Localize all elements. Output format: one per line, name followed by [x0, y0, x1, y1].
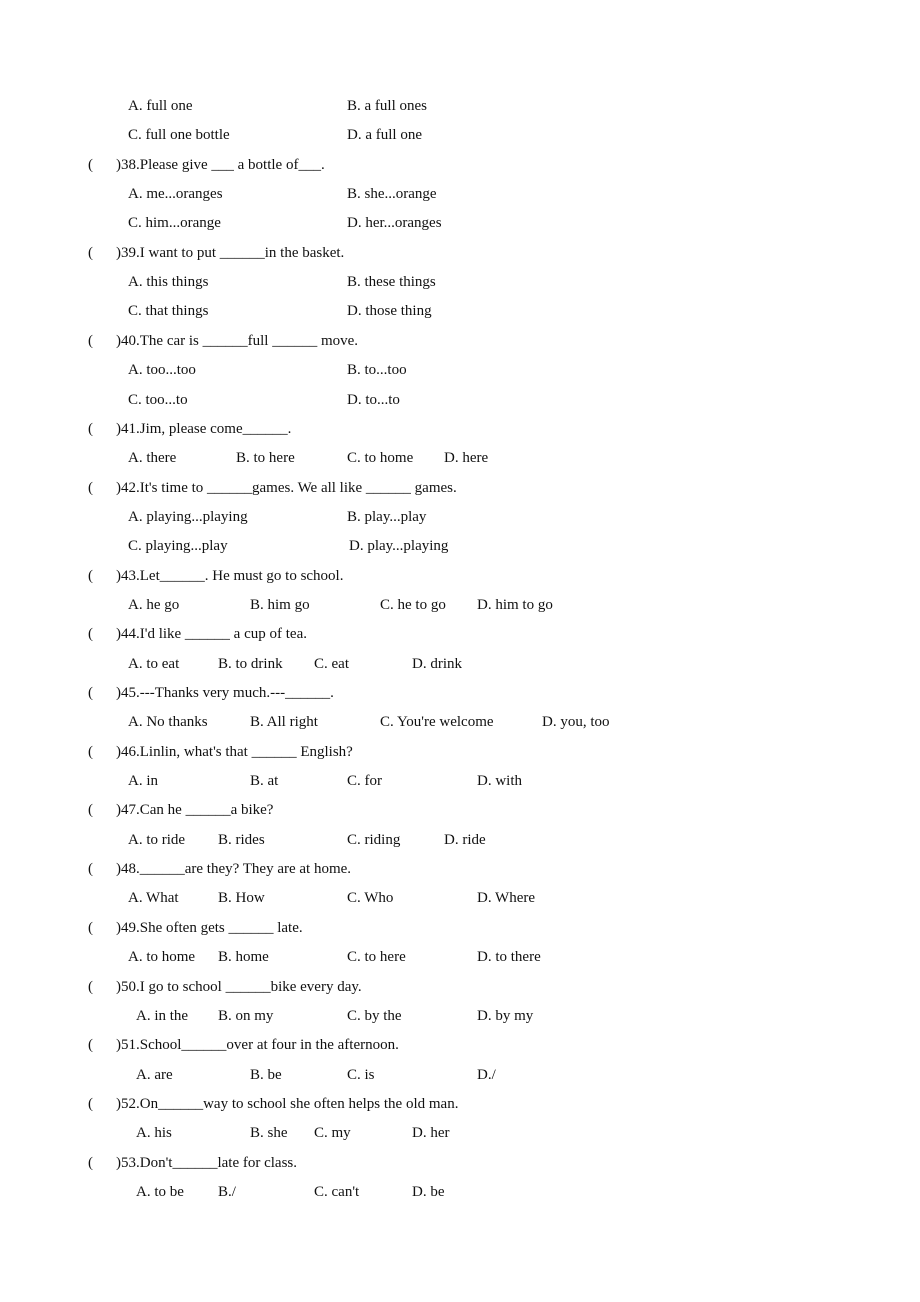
answer-option: D. to there	[477, 949, 541, 966]
options-line	[0, 1064, 920, 1086]
options-line	[0, 1181, 920, 1203]
question-line	[0, 1093, 920, 1115]
answer-option: A. No thanks	[128, 714, 208, 731]
question-line	[0, 682, 920, 704]
answer-option: C. Who	[347, 890, 394, 907]
answer-bracket: (	[88, 802, 93, 819]
answer-option: C. can't	[314, 1183, 360, 1200]
options-line	[0, 389, 920, 411]
question-line	[0, 799, 920, 821]
question-stem: )49.She often gets ______ late.	[116, 919, 303, 936]
answer-option: D. be	[412, 1183, 445, 1200]
answer-option: C. to here	[347, 949, 406, 966]
answer-option: D. a full one	[347, 127, 422, 144]
answer-option: D. drink	[412, 655, 462, 672]
answer-option: D. you, too	[542, 714, 610, 731]
options-line	[0, 212, 920, 234]
question-line	[0, 976, 920, 998]
question-line	[0, 917, 920, 939]
answer-option: A. me...oranges	[128, 186, 223, 203]
answer-option: A. playing...playing	[128, 508, 248, 525]
options-line	[0, 535, 920, 557]
answer-option: B. these things	[347, 274, 436, 291]
answer-bracket: (	[88, 626, 93, 643]
answer-option: B. How	[218, 890, 265, 907]
question-stem: )42.It's time to ______games. We all like ______ games.	[116, 479, 457, 496]
question-stem: )46.Linlin, what's that ______ English?	[116, 743, 353, 760]
question-line	[0, 154, 920, 176]
options-line	[0, 594, 920, 616]
answer-bracket: (	[88, 685, 93, 701]
answer-bracket: (	[88, 420, 93, 437]
answer-option: B. rides	[218, 831, 265, 848]
answer-bracket: (	[88, 479, 93, 496]
question-line	[0, 623, 920, 645]
answer-bracket: (	[88, 978, 93, 995]
answer-option: D. ride	[444, 831, 486, 848]
question-stem: )51.School______over at four in the afternoon.	[116, 1037, 399, 1054]
question-stem: )44.I'd like ______ a cup of tea.	[116, 626, 307, 643]
answer-option: D. those thing	[347, 303, 432, 320]
answer-option: A. are	[136, 1066, 173, 1083]
question-line	[0, 1034, 920, 1056]
question-stem: )50.I go to school ______bike every day.	[116, 978, 362, 995]
options-line	[0, 359, 920, 381]
answer-bracket: (	[88, 861, 93, 878]
question-stem: )38.Please give ___ a bottle of___.	[116, 156, 325, 173]
question-stem: )52.On______way to school she often helps the old man.	[116, 1095, 459, 1112]
answer-option: A. in	[128, 773, 158, 790]
answer-bracket: (	[88, 567, 93, 584]
answer-option: A. too...too	[128, 362, 196, 379]
answer-option: B. to here	[236, 450, 295, 467]
options-line	[0, 271, 920, 293]
options-line	[0, 1122, 920, 1144]
answer-option: A. What	[128, 890, 179, 907]
answer-option: B. play...play	[347, 508, 427, 525]
question-line	[0, 418, 920, 440]
answer-option: B./	[218, 1183, 236, 1200]
answer-option: A. full one	[128, 98, 193, 114]
answer-option: A. to eat	[128, 655, 180, 672]
question-stem: )41.Jim, please come______.	[116, 420, 292, 437]
answer-option: A. there	[128, 450, 177, 467]
answer-option: B. home	[218, 949, 269, 966]
answer-option: C. riding	[347, 831, 401, 848]
question-stem: )45.---Thanks very much.---______.	[116, 685, 334, 701]
options-line	[0, 95, 920, 117]
answer-option: B. at	[250, 773, 279, 790]
options-line	[0, 946, 920, 968]
answer-option: D. him to go	[477, 596, 553, 613]
question-stem: )53.Don't______late for class.	[116, 1154, 297, 1171]
answer-option: C. him...orange	[128, 215, 221, 232]
question-line	[0, 741, 920, 763]
answer-bracket: (	[88, 332, 93, 349]
answer-option: C. is	[347, 1066, 375, 1083]
answer-option: D. here	[444, 450, 489, 467]
answer-option: C. he to go	[380, 596, 446, 613]
options-line	[0, 124, 920, 146]
answer-option: A. he go	[128, 596, 180, 613]
question-line	[0, 565, 920, 587]
answer-option: D. play...playing	[349, 538, 449, 555]
question-line	[0, 477, 920, 499]
question-line	[0, 1152, 920, 1174]
answer-option: A. to home	[128, 949, 196, 966]
answer-bracket: (	[88, 1095, 93, 1112]
options-line	[0, 887, 920, 909]
answer-option: B. she	[250, 1125, 288, 1142]
options-line	[0, 300, 920, 322]
options-line	[0, 711, 920, 733]
question-stem: )40.The car is ______full ______ move.	[116, 332, 359, 349]
answer-option: A. in the	[136, 1007, 189, 1024]
options-line	[0, 770, 920, 792]
options-line	[0, 653, 920, 675]
answer-option: D. her	[412, 1125, 450, 1142]
question-stem: )43.Let______. He must go to school.	[116, 567, 344, 584]
answer-bracket: (	[88, 156, 93, 173]
answer-option: C. eat	[314, 655, 349, 672]
answer-option: D. with	[477, 773, 522, 790]
answer-option: C. to home	[347, 450, 414, 467]
options-line	[0, 1005, 920, 1027]
options-line	[0, 183, 920, 205]
question-line	[0, 330, 920, 352]
answer-option: B. a full ones	[347, 98, 427, 114]
answer-option: C. that things	[128, 303, 209, 320]
answer-option: A. to be	[136, 1183, 184, 1200]
answer-bracket: (	[88, 1154, 93, 1171]
answer-option: B. to drink	[218, 655, 283, 672]
answer-option: C. playing...play	[128, 538, 228, 555]
answer-option: B. him go	[250, 596, 310, 613]
answer-bracket: (	[88, 743, 93, 760]
question-stem: )39.I want to put ______in the basket.	[116, 244, 345, 261]
question-stem: )47.Can he ______a bike?	[116, 802, 274, 819]
answer-option: A. his	[136, 1125, 172, 1142]
answer-option: D./	[477, 1066, 496, 1083]
answer-option: B. be	[250, 1066, 282, 1083]
answer-option: D. to...to	[347, 391, 400, 408]
question-stem: )48.______are they? They are at home.	[116, 861, 352, 878]
options-line	[0, 506, 920, 528]
answer-bracket: (	[88, 1037, 93, 1054]
question-line	[0, 858, 920, 880]
answer-option: C. by the	[347, 1007, 402, 1024]
answer-option: D. Where	[477, 890, 536, 907]
answer-option: A. this things	[128, 274, 209, 291]
answer-option: A. to ride	[128, 831, 186, 848]
options-line	[0, 447, 920, 469]
answer-option: C. too...to	[128, 391, 188, 408]
answer-option: D. by my	[477, 1007, 534, 1024]
answer-bracket: (	[88, 244, 93, 261]
answer-option: C. for	[347, 773, 382, 790]
answer-option: D. her...oranges	[347, 215, 442, 232]
options-line	[0, 829, 920, 851]
answer-option: C. full one bottle	[128, 127, 230, 144]
answer-option: B. on my	[218, 1007, 274, 1024]
answer-option: B. she...orange	[347, 186, 437, 203]
answer-bracket: (	[88, 919, 93, 936]
answer-option: B. to...too	[347, 362, 407, 379]
question-line	[0, 242, 920, 264]
answer-option: B. All right	[250, 714, 318, 731]
answer-option: C. You're welcome	[380, 714, 494, 731]
answer-option: C. my	[314, 1125, 351, 1142]
